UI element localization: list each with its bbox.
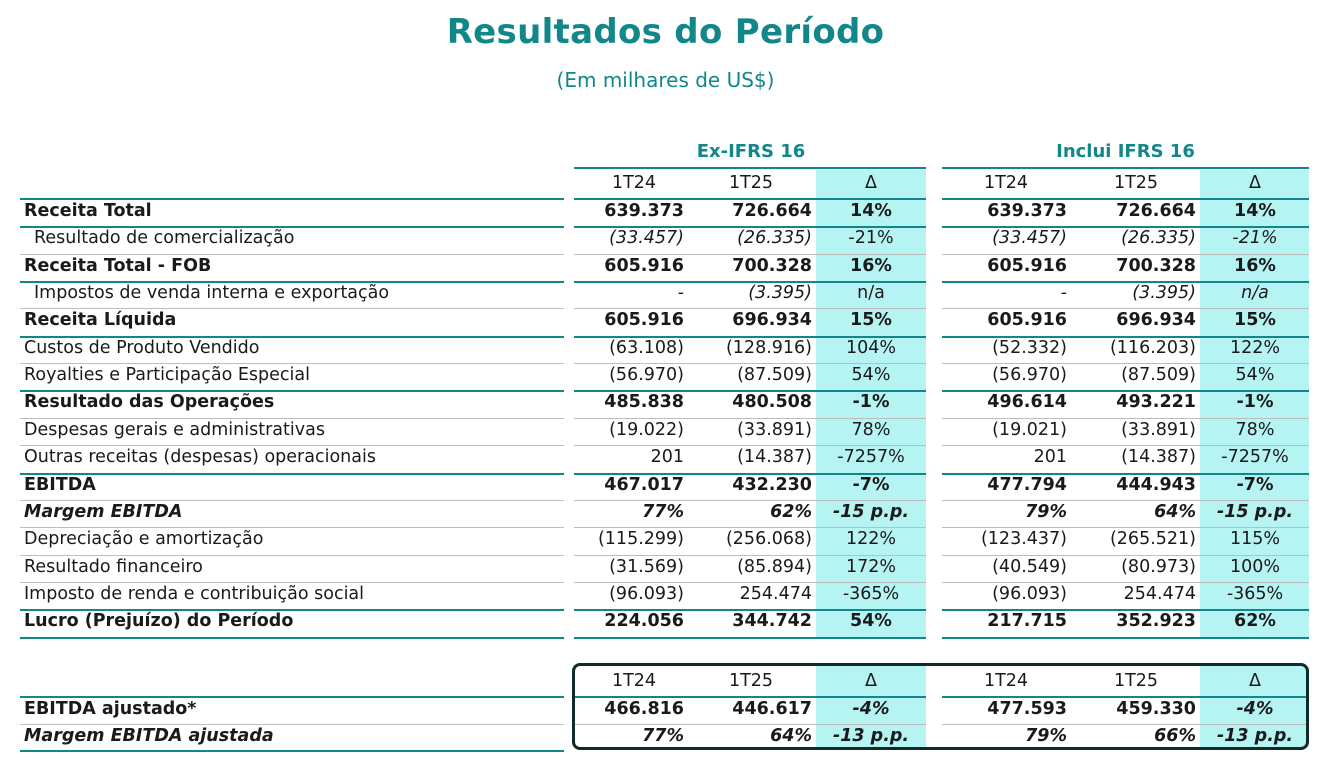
table-cell: -1% (1236, 392, 1274, 412)
row-divider-label (20, 308, 564, 309)
adjusted-cell: -4% (852, 699, 890, 719)
table-cell: -7257% (1221, 447, 1289, 467)
adjusted-cell: 459.330 (1116, 699, 1196, 719)
row-divider-ex (574, 418, 926, 419)
adjusted-column-header-inc-0: 1T24 (983, 671, 1029, 691)
table-cell: (14.387) (1121, 447, 1196, 467)
table-cell: 77% (642, 502, 684, 522)
group-underline-inc (942, 167, 1309, 169)
table-cell: 444.943 (1116, 475, 1196, 495)
row-divider-label (20, 418, 564, 419)
table-cell: n/a (857, 283, 885, 303)
header-bottom-line-ex (574, 198, 926, 200)
table-cell: - (677, 283, 684, 303)
table-cell: (3.395) (1132, 283, 1196, 303)
row-divider-label (20, 500, 564, 501)
column-header-ex-2: Δ (865, 173, 877, 193)
row-divider-label (20, 527, 564, 528)
table-cell: -21% (848, 228, 894, 248)
table-cell: 432.230 (732, 475, 812, 495)
table-cell: - (1060, 283, 1067, 303)
table-cell: 201 (650, 447, 684, 467)
table-cell: 605.916 (987, 256, 1067, 276)
table-cell: 78% (1235, 420, 1275, 440)
row-label: Receita Total - FOB (24, 256, 212, 276)
row-divider-inc (942, 254, 1309, 255)
table-cell: (85.894) (737, 557, 812, 577)
row-label: Resultado de comercialização (34, 228, 295, 248)
adjusted-highlight-box (572, 663, 1309, 750)
adjusted-column-header-inc-1: 1T25 (1113, 671, 1159, 691)
row-divider-inc (942, 500, 1309, 501)
adjusted-header-line-label (20, 696, 564, 698)
table-cell: (33.457) (609, 228, 684, 248)
table-cell: 700.328 (732, 256, 812, 276)
row-divider-inc (942, 308, 1309, 309)
table-cell: 696.934 (1116, 310, 1196, 330)
table-cell: -15 p.p. (832, 502, 910, 522)
table-cell: 15% (850, 310, 892, 330)
table-cell: (87.509) (737, 365, 812, 385)
row-label: Resultado das Operações (24, 392, 275, 412)
adjusted-cell: -4% (1236, 699, 1274, 719)
row-divider-label (20, 582, 564, 583)
table-cell: (123.437) (980, 529, 1067, 549)
adjusted-cell: 477.593 (987, 699, 1067, 719)
table-cell: (40.549) (992, 557, 1067, 577)
row-divider-label (20, 637, 564, 639)
row-divider-inc (942, 582, 1309, 583)
table-cell: 16% (1234, 256, 1276, 276)
table-cell: (56.970) (992, 365, 1067, 385)
table-cell: (63.108) (609, 338, 684, 358)
table-cell: (14.387) (737, 447, 812, 467)
row-divider-ex (574, 527, 926, 528)
adjusted-column-header-inc-2: Δ (1249, 671, 1261, 691)
table-cell: (80.973) (1121, 557, 1196, 577)
table-cell: (33.891) (1121, 420, 1196, 440)
row-divider-ex (574, 445, 926, 446)
table-cell: 344.742 (732, 611, 812, 631)
table-cell: 726.664 (732, 201, 812, 221)
column-header-inc-1: 1T25 (1113, 173, 1159, 193)
table-cell: (116.203) (1109, 338, 1196, 358)
table-cell: (265.521) (1109, 529, 1196, 549)
page-subtitle: (Em milhares de US$) (556, 68, 775, 92)
row-divider-inc (942, 527, 1309, 528)
row-label: Outras receitas (despesas) operacionais (24, 447, 376, 467)
group-header-ex-ifrs: Ex-IFRS 16 (696, 141, 806, 162)
adjusted-cell: 66% (1154, 726, 1196, 746)
adjusted-row-label: Margem EBITDA ajustada (24, 726, 274, 746)
table-cell: 352.923 (1116, 611, 1196, 631)
column-header-inc-2: Δ (1249, 173, 1261, 193)
table-cell: 79% (1025, 502, 1067, 522)
row-label: Depreciação e amortização (24, 529, 264, 549)
adjusted-cell: 446.617 (732, 699, 812, 719)
adjusted-column-header-ex-1: 1T25 (728, 671, 774, 691)
row-label: Resultado financeiro (24, 557, 203, 577)
adjusted-bottom-line-label (20, 750, 564, 752)
table-cell: (19.021) (992, 420, 1067, 440)
group-underline-ex (574, 167, 926, 169)
row-label: Custos de Produto Vendido (24, 338, 260, 358)
table-cell: (33.457) (992, 228, 1067, 248)
row-divider-label (20, 555, 564, 556)
table-cell: (19.022) (609, 420, 684, 440)
row-divider-label (20, 445, 564, 446)
table-cell: (26.335) (737, 228, 812, 248)
group-header-inclui-ifrs: Inclui IFRS 16 (1056, 141, 1195, 162)
table-cell: 217.715 (987, 611, 1067, 631)
adjusted-column-header-ex-0: 1T24 (611, 671, 657, 691)
table-cell: (115.299) (597, 529, 684, 549)
row-divider-ex (574, 363, 926, 364)
table-cell: 54% (850, 611, 892, 631)
table-cell: (128.916) (725, 338, 812, 358)
row-label: Impostos de venda interna e exportação (34, 283, 390, 303)
table-cell: -1% (852, 392, 890, 412)
table-cell: (3.395) (748, 283, 812, 303)
table-cell: 100% (1229, 557, 1281, 577)
table-cell: -21% (1232, 228, 1278, 248)
table-cell: 726.664 (1116, 201, 1196, 221)
table-cell: 605.916 (604, 310, 684, 330)
row-divider-label (20, 254, 564, 255)
table-cell: 54% (1235, 365, 1275, 385)
table-cell: -7257% (837, 447, 905, 467)
table-cell: 64% (1154, 502, 1196, 522)
row-divider-label (20, 473, 564, 475)
table-cell: 62% (1234, 611, 1276, 631)
adjusted-cell: 466.816 (604, 699, 684, 719)
table-cell: 54% (851, 365, 891, 385)
column-header-ex-1: 1T25 (728, 173, 774, 193)
table-cell: 16% (850, 256, 892, 276)
table-cell: (33.891) (737, 420, 812, 440)
row-divider-ex (574, 555, 926, 556)
row-label: Margem EBITDA (24, 502, 183, 522)
row-divider-label (20, 363, 564, 364)
table-cell: 477.794 (987, 475, 1067, 495)
row-divider-ex (574, 500, 926, 501)
column-header-ex-0: 1T24 (611, 173, 657, 193)
row-label: Royalties e Participação Especial (24, 365, 310, 385)
table-cell: (87.509) (1121, 365, 1196, 385)
table-cell: 224.056 (604, 611, 684, 631)
adjusted-cell: 79% (1025, 726, 1067, 746)
header-bottom-line-label (20, 198, 564, 200)
row-divider-inc (942, 418, 1309, 419)
table-cell: 254.474 (1123, 584, 1196, 604)
adjusted-cell: 77% (642, 726, 684, 746)
row-divider-ex (574, 308, 926, 309)
row-label: Imposto de renda e contribuição social (24, 584, 365, 604)
adjusted-cell: -13 p.p. (832, 726, 910, 746)
table-cell: -7% (852, 475, 890, 495)
table-cell: 78% (851, 420, 891, 440)
table-cell: -7% (1236, 475, 1274, 495)
row-label: Receita Líquida (24, 310, 177, 330)
table-cell: 639.373 (987, 201, 1067, 221)
table-cell: 605.916 (987, 310, 1067, 330)
table-cell: 480.508 (732, 392, 812, 412)
table-cell: (26.335) (1121, 228, 1196, 248)
column-header-inc-0: 1T24 (983, 173, 1029, 193)
header-bottom-line-inc (942, 198, 1309, 200)
table-cell: 15% (1234, 310, 1276, 330)
table-cell: 639.373 (604, 201, 684, 221)
table-cell: 172% (845, 557, 897, 577)
table-cell: 700.328 (1116, 256, 1196, 276)
table-cell: 467.017 (604, 475, 684, 495)
table-cell: 201 (1033, 447, 1067, 467)
table-cell: 104% (845, 338, 897, 358)
row-label: Receita Total (24, 201, 152, 221)
adjusted-row-divider-label (20, 724, 564, 725)
table-cell: 254.474 (739, 584, 812, 604)
table-cell: 122% (845, 529, 897, 549)
adjusted-row-label: EBITDA ajustado* (24, 699, 197, 719)
table-cell: 696.934 (732, 310, 812, 330)
table-cell: 485.838 (604, 392, 684, 412)
row-divider-ex (574, 582, 926, 583)
row-label: Lucro (Prejuízo) do Período (24, 611, 294, 631)
table-cell: (96.093) (992, 584, 1067, 604)
table-cell: -15 p.p. (1216, 502, 1294, 522)
table-cell: 14% (1234, 201, 1276, 221)
table-cell: -365% (842, 584, 900, 604)
row-label: EBITDA (24, 475, 96, 495)
row-divider-inc (942, 555, 1309, 556)
row-divider-inc (942, 445, 1309, 446)
table-cell: 122% (1229, 338, 1281, 358)
adjusted-cell: -13 p.p. (1216, 726, 1294, 746)
table-cell: n/a (1241, 283, 1269, 303)
table-cell: 605.916 (604, 256, 684, 276)
row-label: Despesas gerais e administrativas (24, 420, 325, 440)
table-cell: (56.970) (609, 365, 684, 385)
row-divider-inc (942, 637, 1309, 639)
page-title: Resultados do Período (446, 12, 885, 52)
row-divider-ex (574, 637, 926, 639)
row-divider-inc (942, 363, 1309, 364)
table-cell: 14% (850, 201, 892, 221)
table-cell: 496.614 (987, 392, 1067, 412)
table-cell: 115% (1229, 529, 1281, 549)
table-cell: 493.221 (1116, 392, 1196, 412)
table-cell: (96.093) (609, 584, 684, 604)
table-cell: (31.569) (609, 557, 684, 577)
table-cell: 62% (770, 502, 812, 522)
row-divider-ex (574, 254, 926, 255)
table-cell: (256.068) (725, 529, 812, 549)
adjusted-column-header-ex-2: Δ (865, 671, 877, 691)
table-cell: (52.332) (992, 338, 1067, 358)
table-cell: -365% (1226, 584, 1284, 604)
adjusted-cell: 64% (770, 726, 812, 746)
